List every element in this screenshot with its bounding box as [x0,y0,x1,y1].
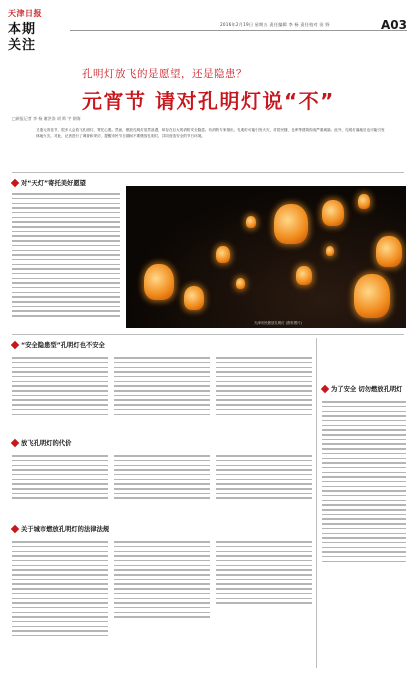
diamond-icon [321,384,329,392]
lantern-icon [236,278,245,289]
lantern-icon [216,246,230,263]
page-title: 元宵节 请对孔明灯说“不” [82,89,335,113]
column-divider [316,338,317,668]
lantern-icon [296,266,312,285]
lead-paragraph: 又逢元宵佳节，很多人会放飞孔明灯，寄托心愿。然而，燃放孔明灯虽然浪漫，却存在巨大的消防安全隐患。有消防专家指出，孔明灯可能引发火灾，对居民楼、仓库等建筑构成严重威胁。此外，孔明灯落地后也可能引发林地火灾。对此，记者进行了调查和采访，提醒市民节日期间不要燃放孔明灯，共同营造安全的节日环境。 [36,128,385,138]
article-column-4c [216,538,312,607]
headline-block [82,66,412,114]
section-heading-3 [12,438,71,447]
lantern-icon [144,264,174,300]
lantern-icon [274,204,308,244]
header-rule [70,30,407,31]
article-column-2a [12,354,108,418]
section-heading-1 [12,178,86,187]
divider [12,334,404,335]
lantern-icon [376,236,402,267]
issue-date-line: 2016年2月19日 星期五 责任编辑 李 杨 责任校对 田 野 [220,22,330,27]
lantern-icon [184,286,204,310]
section-heading-2 [12,340,105,349]
lantern-icon [322,200,344,226]
section-heading-text: 关于城市燃放孔明灯的法律法规 [21,526,110,533]
diamond-icon [11,438,19,446]
masthead [0,0,415,62]
lantern-photo [126,186,406,328]
lantern-icon [326,246,334,256]
diamond-icon [11,178,19,186]
section-heading-text: 对“天灯”寄托美好愿望 [21,180,86,187]
diamond-icon [11,340,19,348]
headline-kicker: 孔明灯放飞的是愿望，还是隐患？ [82,68,247,80]
article-column-3a [12,452,108,502]
section-name-line2: 关注 [8,38,37,53]
byline: □新报记者 李 杨 谢洪涛 胡 斯 宇 钢海 [12,116,81,121]
article-column-1 [12,190,120,320]
article-column-4a [12,538,108,640]
article-column-3b [114,452,210,502]
diamond-icon [11,524,19,532]
article-column-5 [322,398,406,565]
article-column-2c [216,354,312,418]
lantern-icon [354,274,390,318]
section-heading-4 [12,524,109,533]
lantern-icon [358,194,370,209]
newspaper-logo: 天津日报 [8,8,42,18]
article-column-2b [114,354,210,418]
divider [12,172,404,173]
section-heading-5 [322,384,402,393]
article-column-4b [114,538,210,621]
photo-caption: 天津市民燃放孔明灯 (资料图片) [254,321,302,325]
section-name-line1: 本期 [8,22,37,37]
section-heading-text: 为了安全 切勿燃放孔明灯 [331,386,403,393]
page-number: A03 [381,18,407,32]
lantern-icon [246,216,256,228]
article-column-3c [216,452,312,502]
section-name [8,22,64,54]
section-heading-text: 放飞孔明灯的代价 [21,440,72,447]
section-heading-text: “安全隐患型”孔明灯也不安全 [21,342,105,349]
brand-block [8,8,64,54]
